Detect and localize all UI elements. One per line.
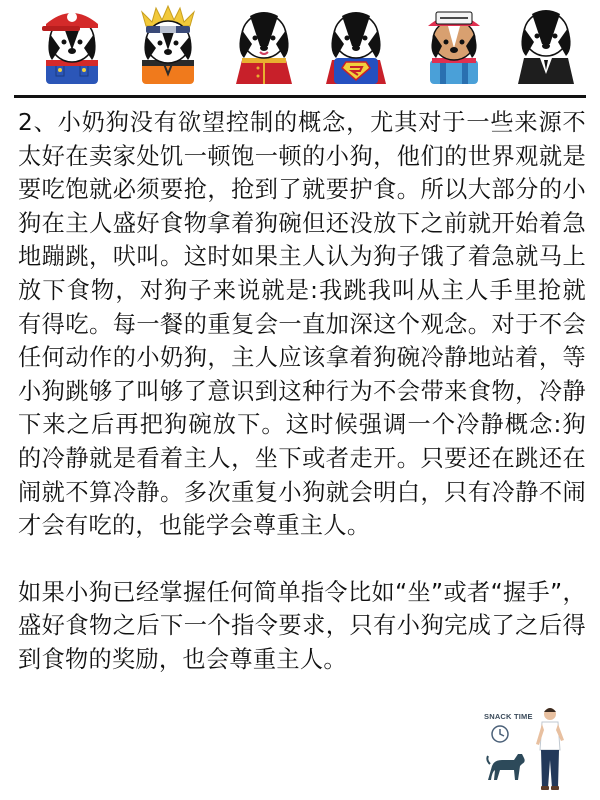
suit-dog-icon	[506, 4, 586, 86]
mario-dog-icon	[32, 4, 112, 86]
paragraph-1: 2、小奶狗没有欲望控制的概念，尤其对于一些来源不太好在卖家处饥一顿饱一顿的小狗，他们的世界观就是要吃饱就必须要抢，抢到了就要护食。所以大部分的小狗在主人盛好食物拿着狗碗但还没放下之前就开始着急地蹦跳，吠叫。这时如果主人认为狗子饿了着急就马上放下食物，对狗子来说就是:我跳我叫从主人手里抢就有得吃。每一餐的重复会一直加深这个观念。对于不会任何动作的小奶狗，主人应该拿着狗碗冷静地站着，等小狗跳够了叫够了意识到这种行为不会带来食物，冷静下来之后再把狗碗放下。这时候强调一个冷静概念:狗的冷静就是看着主人，坐下或者走开。只要还在跳还在闹就不算冷静。多次重复小狗就会明白，只有冷静不闹才会有吃的，也能学会尊重主人。	[18, 109, 586, 540]
dog-icon	[487, 754, 524, 780]
person-icon	[536, 708, 564, 790]
clock-icon	[492, 726, 508, 742]
article-body	[18, 106, 586, 677]
divider	[14, 95, 586, 98]
snack-time-illustration	[484, 700, 580, 792]
sticker-row	[0, 0, 600, 92]
snack-scene	[484, 700, 580, 792]
superman-dog-icon	[316, 4, 396, 86]
naruto-dog-icon	[128, 4, 208, 86]
chinese-robe-dog-icon	[224, 4, 304, 86]
arale-dog-icon	[414, 4, 494, 86]
snack-time-label: SNACK TIME	[484, 712, 533, 721]
paragraph-2: 如果小狗已经掌握任何简单指令比如“坐”或者“握手”，盛好食物之后下一个指令要求，只有小狗完成了之后得到食物的奖励，也会尊重主人。	[18, 578, 586, 673]
